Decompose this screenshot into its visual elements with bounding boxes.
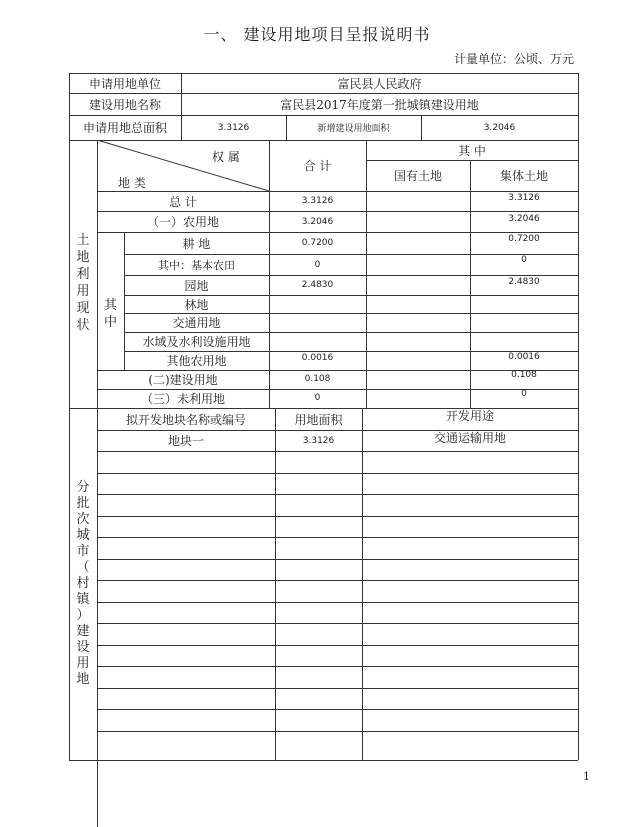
- land-row-total: 3.2046: [301, 216, 334, 227]
- among-column-header: 其 中: [458, 143, 486, 158]
- collective-land-header: 集体土地: [499, 169, 548, 183]
- qizhong-label: 其 中: [103, 298, 117, 330]
- unit-label: 计量单位：公顷、万元: [453, 52, 574, 66]
- land-row-label: 总 计: [169, 194, 197, 209]
- project-label: 建设用地名称: [88, 97, 161, 112]
- land-row-label: 耕 地: [182, 236, 211, 251]
- page-number: 1: [583, 770, 590, 783]
- land-row-collective: 0: [521, 255, 527, 265]
- land-row-state: [366, 232, 470, 254]
- land-row-total: 0: [314, 259, 321, 270]
- land-row-collective: 0.108: [511, 369, 537, 380]
- land-row-total: 0: [314, 392, 321, 403]
- land-row-state: [366, 275, 470, 295]
- land-row-state: [366, 332, 470, 351]
- plot-row-use: 交通运输用地: [433, 431, 506, 445]
- land-row-collective: 0.0016: [508, 351, 540, 362]
- land-row-label: 其中：基本农田: [158, 258, 235, 272]
- page-title: 一、 建设用地项目呈报说明书: [203, 25, 431, 44]
- land-row-label: （三）未利用地: [140, 392, 225, 406]
- land-row-label: 林地: [184, 297, 209, 312]
- plots-section-label: 分 批 次 城 市 （ 村 镇 ） 建 设 用 地: [76, 480, 90, 687]
- land-row-label: (二)建设用地: [148, 373, 218, 387]
- land-row-collective: 0: [521, 388, 527, 399]
- ownership-header: 权 属: [212, 150, 240, 164]
- land-row-collective: [470, 295, 578, 313]
- land-row-state: [366, 295, 470, 313]
- applicant-value: 富民县人民政府: [337, 76, 422, 91]
- project-value: 富民县2017年度第一批城镇建设用地: [280, 97, 479, 112]
- plot-use-header: 开发用途: [445, 408, 494, 423]
- land-use-section-label: 土 地 利 用 现 状: [76, 233, 90, 333]
- land-row-state: [366, 211, 470, 232]
- plot-row-name: 地块一: [167, 434, 204, 448]
- land-row-label: 园地: [184, 278, 209, 293]
- land-row-state: [366, 313, 470, 332]
- land-row-state: [366, 254, 470, 275]
- land-row-label: 其他农用地: [166, 354, 227, 368]
- land-row-label: 水域及水利设施用地: [142, 335, 251, 349]
- land-row-collective: 2.4830: [508, 277, 540, 287]
- total-area-label: 申请用地总面积: [82, 121, 167, 135]
- land-row-label: 交通用地: [172, 316, 221, 330]
- total-column-header: 合 计: [303, 159, 332, 173]
- land-row-total: 0.0016: [301, 352, 334, 363]
- land-row-label: （一）农用地: [146, 215, 219, 229]
- land-row-state: [366, 351, 470, 370]
- land-row-collective: 0.7200: [508, 234, 540, 244]
- land-row-collective: 3.3126: [508, 193, 540, 203]
- land-row-state: [366, 370, 470, 389]
- land-row-total: 3.3126: [301, 196, 334, 206]
- land-row-total: [269, 295, 366, 313]
- new-area-value: 3.2046: [483, 122, 516, 133]
- land-row-collective: 3.2046: [508, 214, 540, 224]
- applicant-label: 申请用地单位: [88, 76, 161, 91]
- land-row-total: [269, 332, 366, 351]
- land-row-collective: [470, 332, 578, 351]
- land-row-total: [269, 313, 366, 332]
- plot-row-area: 3.3126: [302, 435, 335, 446]
- land-row-total: 0.7200: [301, 238, 334, 248]
- land-row-state: [366, 191, 470, 211]
- state-land-header: 国有土地: [393, 169, 442, 183]
- plot-name-header: 拟开发地块名称或编号: [125, 412, 246, 427]
- land-row-total: 0.108: [304, 373, 331, 384]
- land-row-total: 2.4830: [301, 280, 334, 290]
- plot-area-header: 用地面积: [294, 412, 343, 427]
- new-area-label: 新增建设用地面积: [317, 124, 390, 134]
- category-header: 地 类: [118, 176, 146, 190]
- land-row-collective: [470, 313, 578, 332]
- total-area-value: 3.3126: [217, 122, 250, 133]
